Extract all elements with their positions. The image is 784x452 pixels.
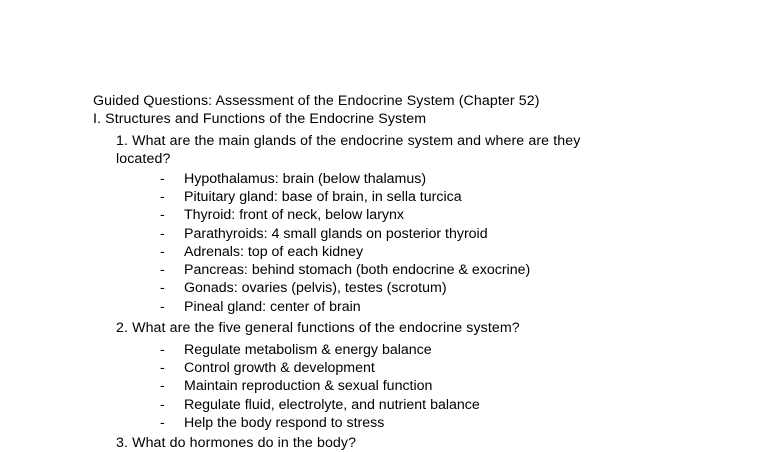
- dash-bullet: -: [160, 280, 165, 296]
- dash-bullet: -: [160, 360, 165, 376]
- answer-text: Parathyroids: 4 small glands on posterior thyroid: [184, 226, 488, 242]
- dash-bullet: -: [160, 378, 165, 394]
- answer-text: Thyroid: front of neck, below larynx: [184, 207, 405, 223]
- dash-bullet: -: [160, 226, 165, 242]
- question-1-line-2: located?: [116, 151, 171, 167]
- question-3-line-1: 3. What do hormones do in the body?: [116, 435, 357, 451]
- answer-text: Pituitary gland: base of brain, in sella turcica: [184, 189, 462, 205]
- dash-bullet: -: [160, 397, 165, 413]
- question-2-line-1: 2. What are the five general functions of the endocrine system?: [116, 320, 520, 336]
- answer-text: Regulate metabolism & energy balance: [184, 342, 432, 358]
- dash-bullet: -: [160, 207, 165, 223]
- section-heading: I. Structures and Functions of the Endocrine System: [93, 111, 427, 127]
- answer-text: Maintain reproduction & sexual function: [184, 378, 433, 394]
- dash-bullet: -: [160, 244, 165, 260]
- dash-bullet: -: [160, 262, 165, 278]
- document-title: Guided Questions: Assessment of the Endocrine System (Chapter 52): [93, 93, 540, 109]
- answer-text: Pineal gland: center of brain: [184, 299, 361, 315]
- dash-bullet: -: [160, 171, 165, 187]
- answer-text: Regulate fluid, electrolyte, and nutrient balance: [184, 397, 480, 413]
- question-1-line-1: 1. What are the main glands of the endocrine system and where are they: [116, 133, 581, 149]
- answer-text: Gonads: ovaries (pelvis), testes (scrotum): [184, 280, 447, 296]
- dash-bullet: -: [160, 189, 165, 205]
- answer-text: Help the body respond to stress: [184, 415, 385, 431]
- answer-text: Control growth & development: [184, 360, 375, 376]
- answer-text: Hypothalamus: brain (below thalamus): [184, 171, 427, 187]
- answer-text: Pancreas: behind stomach (both endocrine & exocrine): [184, 262, 531, 278]
- dash-bullet: -: [160, 415, 165, 431]
- dash-bullet: -: [160, 299, 165, 315]
- dash-bullet: -: [160, 342, 165, 358]
- answer-text: Adrenals: top of each kidney: [184, 244, 364, 260]
